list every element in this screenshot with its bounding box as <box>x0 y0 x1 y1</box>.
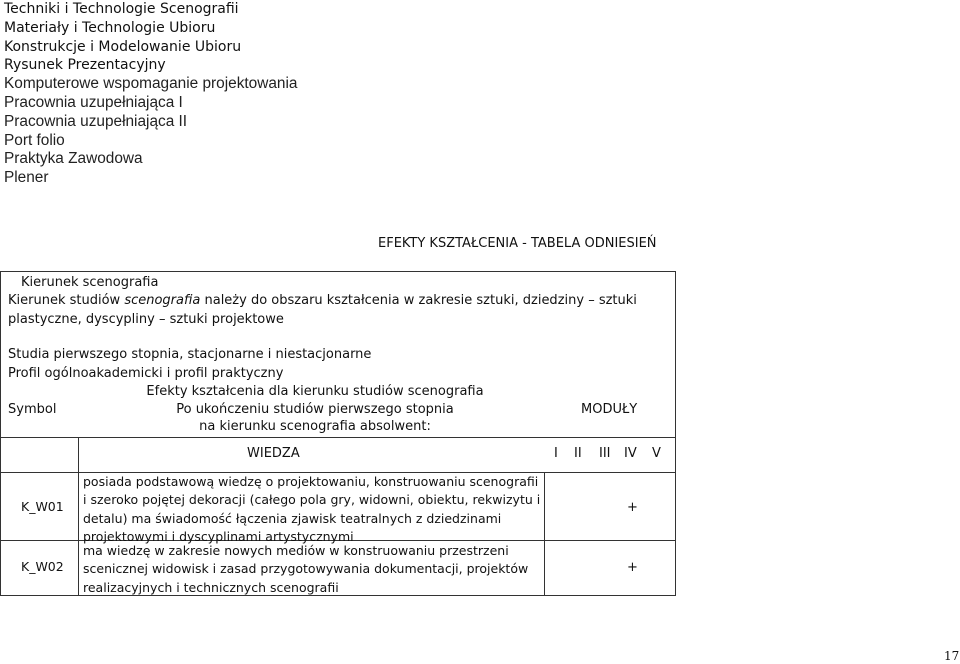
module-col-2: II <box>574 446 582 461</box>
kierunek-description-line2: plastyczne, dyscypliny – sztuki projektowe <box>8 312 284 327</box>
effects-header-line3: na kierunku scenografia absolwent: <box>199 419 431 434</box>
modules-header: MODUŁY <box>581 402 638 417</box>
description-line: scenicznej widowisk i zasad przygotowywania dokumentacji, projektów <box>83 561 529 577</box>
section-title: EFEKTY KSZTAŁCENIA - TABELA ODNIESIEŃ <box>378 236 657 251</box>
course-item: Pracownia uzupełniająca I <box>4 93 183 111</box>
course-item: Konstrukcje i Modelowanie Ubioru <box>4 38 242 55</box>
effects-header-line1: Efekty kształcenia dla kierunku studiów scenografia <box>146 384 484 399</box>
course-item: Komputerowe wspomaganie projektowania <box>4 75 298 93</box>
course-item: Materiały i Technologie Ubioru <box>4 19 216 36</box>
description-line: ma wiedzę w zakresie nowych mediów w konstruowaniu przestrzeni <box>83 543 509 558</box>
description-line: detalu) ma świadomość łączenia zjawisk teatralnych z dziedzinami <box>83 510 502 526</box>
kierunek-description: Kierunek studiów scenografia należy do obszaru kształcenia w zakresie sztuki, dziedziny – sztuki <box>8 293 637 308</box>
course-item: Plener <box>4 169 49 187</box>
symbol-header: Symbol <box>8 402 57 417</box>
rule <box>78 437 79 596</box>
course-item: Pracownia uzupełniająca II <box>4 112 188 130</box>
profil-line: Profil ogólnoakademicki i profil praktyczny <box>8 366 284 381</box>
rule <box>1 437 675 438</box>
course-item: Rysunek Prezentacyjny <box>4 57 166 74</box>
rule <box>544 472 545 596</box>
symbol-cell: K_W01 <box>21 499 64 514</box>
category-wiedza: WIEDZA <box>247 446 300 461</box>
module-col-5: V <box>652 446 661 461</box>
page-number: 17 <box>944 649 960 663</box>
module-col-1: I <box>554 446 558 461</box>
effects-table <box>0 271 676 596</box>
module-col-4: IV <box>624 446 637 461</box>
description-line: posiada podstawową wiedzę o projektowaniu, konstruowaniu scenografii <box>83 474 539 489</box>
description-line: projektowymi i dyscyplinami artystycznymi <box>83 528 354 544</box>
course-item: Techniki i Technologie Scenografii <box>4 1 239 17</box>
studia-line: Studia pierwszego stopnia, stacjonarne i niestacjonarne <box>8 347 372 362</box>
kierunek-heading: Kierunek scenografia <box>21 275 159 290</box>
course-item: Praktyka Zawodowa <box>4 150 143 168</box>
effect-description <box>83 473 543 546</box>
description-line: realizacyjnych i technicznych scenografii <box>83 579 339 595</box>
course-item: Port folio <box>4 131 65 149</box>
description-line: i szeroko pojętej dekoracji (całego pola gry, widowni, obiektu, rekwizytu i <box>83 492 541 508</box>
module-col-3: III <box>599 446 611 461</box>
symbol-cell: K_W02 <box>21 559 64 574</box>
effects-header-line2: Po ukończeniu studiów pierwszego stopnia <box>176 402 454 417</box>
module-mark: + <box>627 500 638 515</box>
module-mark: + <box>627 560 638 575</box>
course-list <box>4 0 297 188</box>
effect-description <box>83 542 543 597</box>
